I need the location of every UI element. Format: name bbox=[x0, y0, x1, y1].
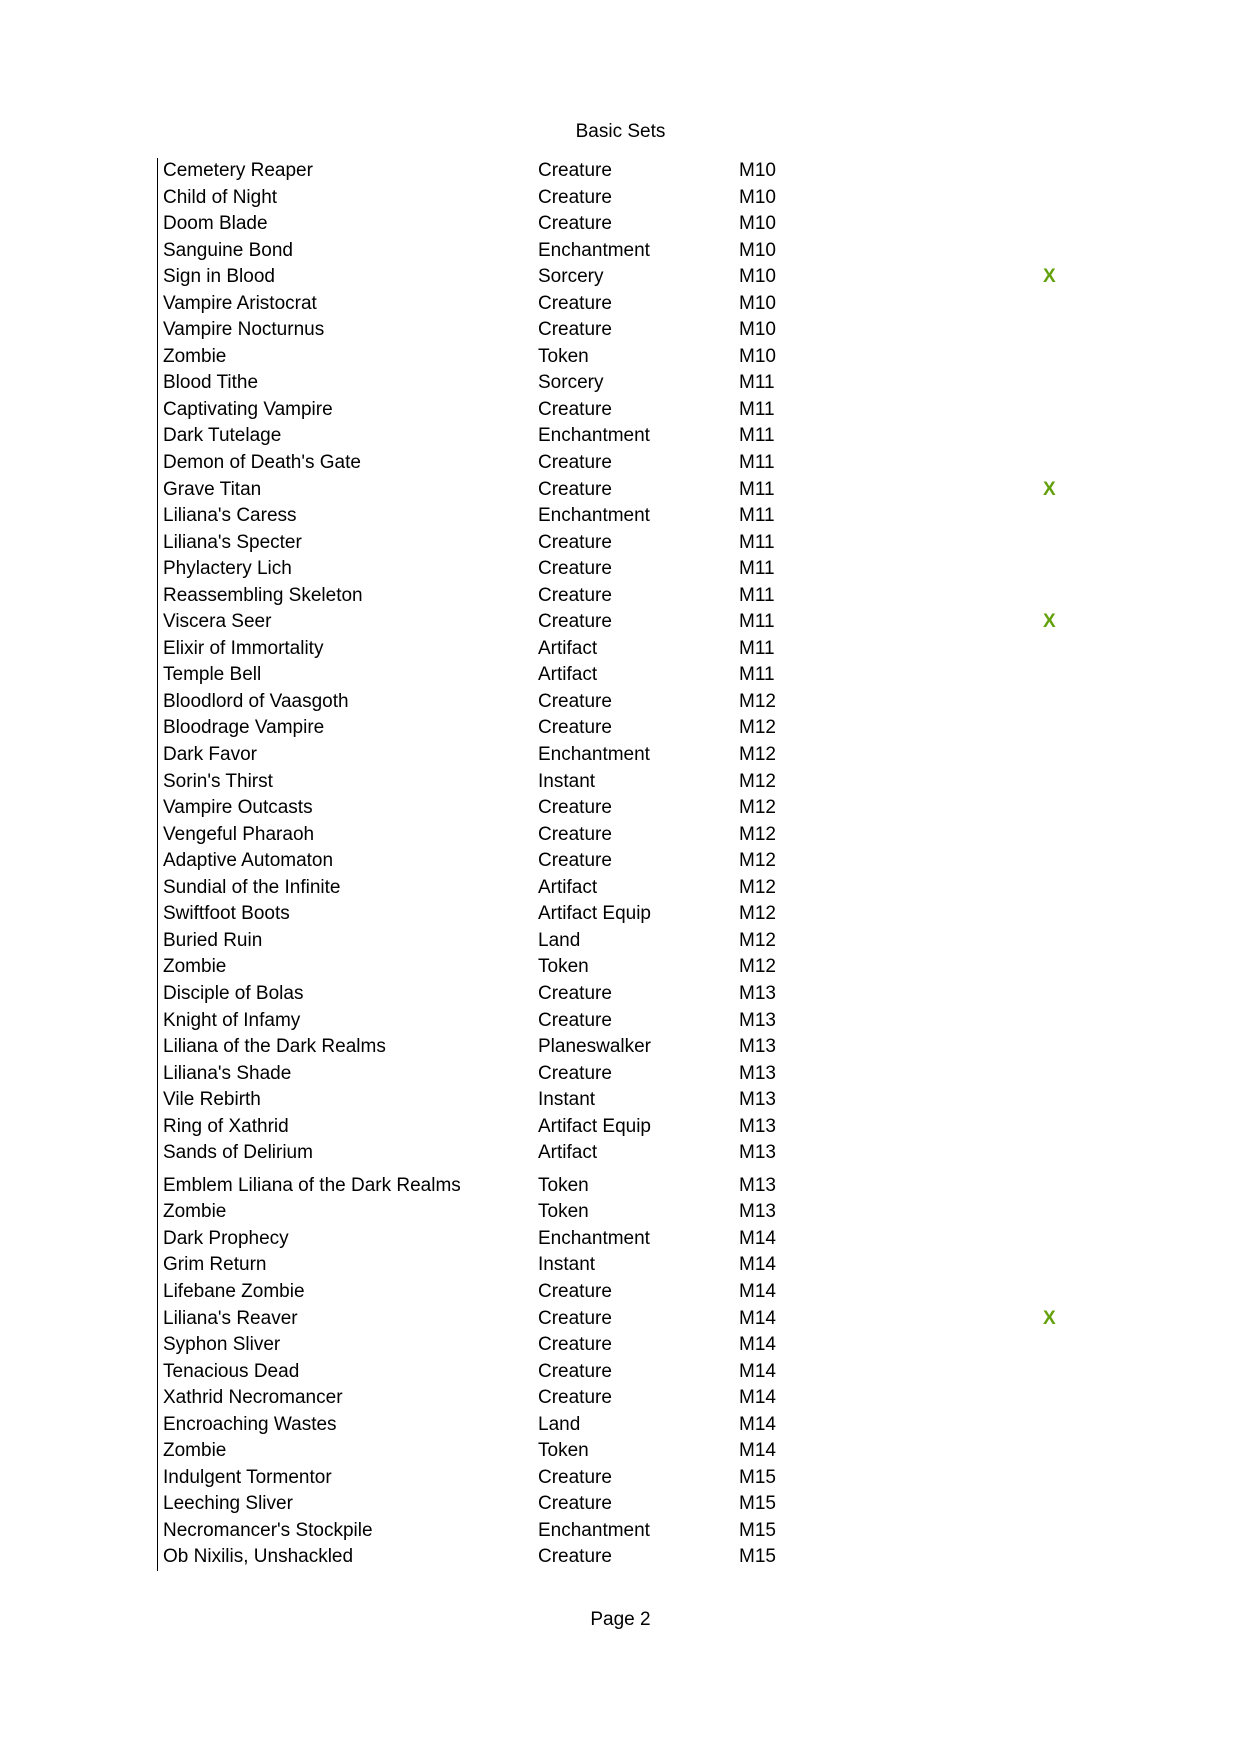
card-name-cell: Sanguine Bond bbox=[163, 239, 293, 261]
x-marker: X bbox=[1043, 611, 1056, 633]
card-type-cell: Land bbox=[538, 929, 581, 951]
card-set-cell: M14 bbox=[739, 1440, 776, 1462]
card-name-cell: Tenacious Dead bbox=[163, 1360, 300, 1382]
card-set-cell: M12 bbox=[739, 903, 776, 925]
table-row bbox=[158, 583, 1241, 610]
card-set-cell: M11 bbox=[739, 558, 775, 580]
card-set-cell: M14 bbox=[739, 1387, 776, 1409]
table-row bbox=[158, 1518, 1241, 1545]
table-row bbox=[158, 822, 1241, 849]
page-number: Page 2 bbox=[590, 1609, 651, 1630]
table-row bbox=[158, 875, 1241, 902]
card-set-cell: M13 bbox=[739, 982, 776, 1004]
card-set-cell: M11 bbox=[739, 584, 775, 606]
card-name-cell: Dark Favor bbox=[163, 744, 257, 766]
table-row bbox=[158, 344, 1241, 371]
card-type-cell: Token bbox=[538, 1174, 589, 1196]
card-name-cell: Syphon Sliver bbox=[163, 1334, 281, 1356]
card-name-cell: Reassembling Skeleton bbox=[163, 584, 363, 606]
card-name-cell: Vampire Aristocrat bbox=[163, 292, 317, 314]
table-row bbox=[158, 1034, 1241, 1061]
card-name-cell: Leeching Sliver bbox=[163, 1493, 293, 1515]
card-type-cell: Creature bbox=[538, 982, 612, 1004]
page-title: Basic Sets bbox=[575, 121, 666, 142]
card-name-cell: Vile Rebirth bbox=[163, 1089, 261, 1111]
card-type-cell: Creature bbox=[538, 1387, 612, 1409]
card-type-cell: Instant bbox=[538, 1254, 596, 1276]
card-set-cell: M11 bbox=[739, 452, 775, 474]
table-row bbox=[158, 158, 1241, 185]
card-set-cell: M11 bbox=[739, 611, 775, 633]
table-row bbox=[158, 211, 1241, 238]
card-type-cell: Creature bbox=[538, 452, 612, 474]
card-set-cell: M11 bbox=[739, 637, 775, 659]
card-set-cell: M10 bbox=[739, 292, 776, 314]
table-row bbox=[158, 556, 1241, 583]
table-row bbox=[158, 1114, 1241, 1141]
card-name-cell: Indulgent Tormentor bbox=[163, 1466, 332, 1488]
card-name-cell: Disciple of Bolas bbox=[163, 982, 304, 1004]
card-set-cell: M15 bbox=[739, 1546, 776, 1568]
table-row bbox=[158, 1279, 1241, 1306]
table-row bbox=[158, 264, 1241, 291]
card-name-cell: Temple Bell bbox=[163, 664, 262, 686]
card-set-cell: M14 bbox=[739, 1413, 776, 1435]
card-set-cell: M10 bbox=[739, 345, 776, 367]
card-set-cell: M13 bbox=[739, 1036, 776, 1058]
card-type-cell: Creature bbox=[538, 1466, 612, 1488]
card-name-cell: Sands of Delirium bbox=[163, 1142, 313, 1164]
card-set-cell: M13 bbox=[739, 1115, 776, 1137]
card-name-cell: Elixir of Immortality bbox=[163, 637, 324, 659]
card-set-cell: M11 bbox=[739, 505, 775, 527]
card-set-cell: M10 bbox=[739, 239, 776, 261]
card-set-cell: M14 bbox=[739, 1360, 776, 1382]
card-name-cell: Ring of Xathrid bbox=[163, 1115, 289, 1137]
card-type-cell: Creature bbox=[538, 531, 612, 553]
table-row bbox=[158, 1008, 1241, 1035]
card-name-cell: Zombie bbox=[163, 956, 227, 978]
card-type-cell: Creature bbox=[538, 1546, 612, 1568]
table-row bbox=[158, 609, 1241, 636]
table-row bbox=[158, 1385, 1241, 1412]
table-row bbox=[158, 636, 1241, 663]
card-type-cell: Artifact Equip bbox=[538, 1115, 651, 1137]
card-set-cell: M14 bbox=[739, 1254, 776, 1276]
card-type-cell: Enchantment bbox=[538, 744, 650, 766]
card-name-cell: Phylactery Lich bbox=[163, 558, 292, 580]
table-row bbox=[158, 1173, 1241, 1200]
table-row bbox=[158, 1465, 1241, 1492]
card-name-cell: Ob Nixilis, Unshackled bbox=[163, 1546, 354, 1568]
card-type-cell: Creature bbox=[538, 717, 612, 739]
card-set-cell: M14 bbox=[739, 1307, 776, 1329]
x-marker: X bbox=[1043, 478, 1056, 500]
card-set-cell: M12 bbox=[739, 690, 776, 712]
table-row bbox=[158, 954, 1241, 981]
table-row bbox=[158, 423, 1241, 450]
table-row bbox=[158, 928, 1241, 955]
card-set-cell: M14 bbox=[739, 1280, 776, 1302]
table-row bbox=[158, 1491, 1241, 1518]
card-name-cell: Blood Tithe bbox=[163, 372, 259, 394]
card-name-cell: Demon of Death's Gate bbox=[163, 452, 361, 474]
table-row bbox=[158, 503, 1241, 530]
card-name-cell: Emblem Liliana of the Dark Realms bbox=[163, 1174, 461, 1196]
card-name-cell: Adaptive Automaton bbox=[163, 850, 334, 872]
table-row bbox=[158, 1306, 1241, 1333]
card-type-cell: Enchantment bbox=[538, 505, 650, 527]
card-set-cell: M13 bbox=[739, 1174, 776, 1196]
x-marker: X bbox=[1043, 1307, 1056, 1329]
card-set-cell: M10 bbox=[739, 266, 776, 288]
card-set-cell: M15 bbox=[739, 1493, 776, 1515]
table-row bbox=[158, 901, 1241, 928]
card-name-cell: Encroaching Wastes bbox=[163, 1413, 337, 1435]
card-type-cell: Token bbox=[538, 956, 589, 978]
card-name-cell: Doom Blade bbox=[163, 213, 268, 235]
table-row bbox=[158, 477, 1241, 504]
card-set-cell: M12 bbox=[739, 956, 776, 978]
card-type-cell: Creature bbox=[538, 292, 612, 314]
card-set-cell: M12 bbox=[739, 797, 776, 819]
card-type-cell: Token bbox=[538, 1440, 589, 1462]
card-type-cell: Land bbox=[538, 1413, 581, 1435]
table-row bbox=[158, 715, 1241, 742]
card-type-cell: Creature bbox=[538, 186, 612, 208]
table-row bbox=[158, 1359, 1241, 1386]
card-type-cell: Creature bbox=[538, 1334, 612, 1356]
card-name-cell: Bloodrage Vampire bbox=[163, 717, 325, 739]
table-row bbox=[158, 848, 1241, 875]
card-type-cell: Planeswalker bbox=[538, 1036, 651, 1058]
table-row bbox=[158, 238, 1241, 265]
card-set-cell: M13 bbox=[739, 1062, 776, 1084]
card-set-cell: M10 bbox=[739, 186, 776, 208]
card-name-cell: Sign in Blood bbox=[163, 266, 275, 288]
card-type-cell: Artifact bbox=[538, 1142, 598, 1164]
table-row bbox=[158, 317, 1241, 344]
card-type-cell: Instant bbox=[538, 770, 596, 792]
card-type-cell: Artifact bbox=[538, 637, 598, 659]
table-row bbox=[158, 1087, 1241, 1114]
card-name-cell: Lifebane Zombie bbox=[163, 1280, 305, 1302]
card-set-cell: M11 bbox=[739, 398, 775, 420]
card-type-cell: Sorcery bbox=[538, 266, 604, 288]
card-list-table bbox=[157, 158, 1241, 1571]
table-row bbox=[158, 1438, 1241, 1465]
card-type-cell: Creature bbox=[538, 584, 612, 606]
card-name-cell: Grim Return bbox=[163, 1254, 267, 1276]
card-name-cell: Knight of Infamy bbox=[163, 1009, 301, 1031]
card-set-cell: M12 bbox=[739, 850, 776, 872]
card-name-cell: Sorin's Thirst bbox=[163, 770, 273, 792]
card-set-cell: M11 bbox=[739, 372, 775, 394]
table-row bbox=[158, 1199, 1241, 1226]
card-type-cell: Creature bbox=[538, 797, 612, 819]
card-set-cell: M11 bbox=[739, 425, 775, 447]
card-type-cell: Creature bbox=[538, 823, 612, 845]
table-row bbox=[158, 397, 1241, 424]
table-row bbox=[158, 1412, 1241, 1439]
card-name-cell: Zombie bbox=[163, 1201, 227, 1223]
card-name-cell: Necromancer's Stockpile bbox=[163, 1519, 373, 1541]
card-set-cell: M11 bbox=[739, 478, 775, 500]
table-row bbox=[158, 450, 1241, 477]
card-name-cell: Zombie bbox=[163, 345, 227, 367]
card-name-cell: Sundial of the Infinite bbox=[163, 876, 341, 898]
card-set-cell: M13 bbox=[739, 1201, 776, 1223]
card-set-cell: M13 bbox=[739, 1089, 776, 1111]
card-type-cell: Token bbox=[538, 345, 589, 367]
card-type-cell: Artifact bbox=[538, 664, 598, 686]
card-type-cell: Enchantment bbox=[538, 239, 650, 261]
card-type-cell: Creature bbox=[538, 319, 612, 341]
card-type-cell: Creature bbox=[538, 558, 612, 580]
card-type-cell: Creature bbox=[538, 1493, 612, 1515]
card-set-cell: M14 bbox=[739, 1227, 776, 1249]
card-set-cell: M13 bbox=[739, 1142, 776, 1164]
card-name-cell: Liliana's Caress bbox=[163, 505, 297, 527]
card-type-cell: Sorcery bbox=[538, 372, 604, 394]
table-row bbox=[158, 1544, 1241, 1571]
card-type-cell: Creature bbox=[538, 478, 612, 500]
card-type-cell: Enchantment bbox=[538, 425, 650, 447]
card-set-cell: M13 bbox=[739, 1009, 776, 1031]
table-row bbox=[158, 1226, 1241, 1253]
card-set-cell: M12 bbox=[739, 744, 776, 766]
card-name-cell: Liliana's Reaver bbox=[163, 1307, 298, 1329]
card-name-cell: Swiftfoot Boots bbox=[163, 903, 290, 925]
card-type-cell: Creature bbox=[538, 1009, 612, 1031]
card-name-cell: Xathrid Necromancer bbox=[163, 1387, 343, 1409]
table-row bbox=[158, 769, 1241, 796]
card-set-cell: M10 bbox=[739, 160, 776, 181]
card-name-cell: Liliana of the Dark Realms bbox=[163, 1036, 386, 1058]
card-name-cell: Dark Prophecy bbox=[163, 1227, 289, 1249]
card-type-cell: Creature bbox=[538, 850, 612, 872]
card-type-cell: Creature bbox=[538, 160, 612, 181]
table-row bbox=[158, 1061, 1241, 1088]
card-type-cell: Token bbox=[538, 1201, 589, 1223]
table-row bbox=[158, 185, 1241, 212]
card-set-cell: M11 bbox=[739, 531, 775, 553]
card-set-cell: M12 bbox=[739, 876, 776, 898]
card-name-cell: Viscera Seer bbox=[163, 611, 272, 633]
card-name-cell: Liliana's Specter bbox=[163, 531, 302, 553]
table-row bbox=[158, 1252, 1241, 1279]
card-type-cell: Creature bbox=[538, 611, 612, 633]
table-row bbox=[158, 981, 1241, 1008]
card-name-cell: Vengeful Pharaoh bbox=[163, 823, 315, 845]
table-row bbox=[158, 1140, 1241, 1167]
card-name-cell: Grave Titan bbox=[163, 478, 262, 500]
card-name-cell: Captivating Vampire bbox=[163, 398, 333, 420]
table-row bbox=[158, 662, 1241, 689]
table-row bbox=[158, 1332, 1241, 1359]
card-name-cell: Zombie bbox=[163, 1440, 227, 1462]
card-type-cell: Creature bbox=[538, 1280, 612, 1302]
card-type-cell: Creature bbox=[538, 213, 612, 235]
table-row bbox=[158, 689, 1241, 716]
card-set-cell: M11 bbox=[739, 664, 775, 686]
card-set-cell: M12 bbox=[739, 929, 776, 951]
table-row bbox=[158, 291, 1241, 318]
card-set-cell: M10 bbox=[739, 319, 776, 341]
card-type-cell: Artifact Equip bbox=[538, 903, 651, 925]
card-name-cell: Liliana's Shade bbox=[163, 1062, 292, 1084]
card-type-cell: Creature bbox=[538, 1307, 612, 1329]
card-type-cell: Instant bbox=[538, 1089, 596, 1111]
card-name-cell: Buried Ruin bbox=[163, 929, 263, 951]
card-set-cell: M15 bbox=[739, 1519, 776, 1541]
card-name-cell: Vampire Outcasts bbox=[163, 797, 313, 819]
card-type-cell: Creature bbox=[538, 1062, 612, 1084]
card-type-cell: Artifact bbox=[538, 876, 598, 898]
card-name-cell: Vampire Nocturnus bbox=[163, 319, 325, 341]
card-type-cell: Enchantment bbox=[538, 1519, 650, 1541]
card-name-cell: Child of Night bbox=[163, 186, 278, 208]
table-row bbox=[158, 795, 1241, 822]
table-row bbox=[158, 742, 1241, 769]
card-type-cell: Enchantment bbox=[538, 1227, 650, 1249]
card-name-cell: Dark Tutelage bbox=[163, 425, 282, 447]
card-set-cell: M14 bbox=[739, 1334, 776, 1356]
table-row bbox=[158, 530, 1241, 557]
card-set-cell: M10 bbox=[739, 213, 776, 235]
table-row bbox=[158, 370, 1241, 397]
card-set-cell: M12 bbox=[739, 770, 776, 792]
card-set-cell: M15 bbox=[739, 1466, 776, 1488]
card-name-cell: Bloodlord of Vaasgoth bbox=[163, 690, 349, 712]
card-set-cell: M12 bbox=[739, 717, 776, 739]
card-name-cell: Cemetery Reaper bbox=[163, 160, 313, 181]
card-type-cell: Creature bbox=[538, 1360, 612, 1382]
card-set-cell: M12 bbox=[739, 823, 776, 845]
card-type-cell: Creature bbox=[538, 398, 612, 420]
x-marker: X bbox=[1043, 266, 1056, 288]
card-type-cell: Creature bbox=[538, 690, 612, 712]
